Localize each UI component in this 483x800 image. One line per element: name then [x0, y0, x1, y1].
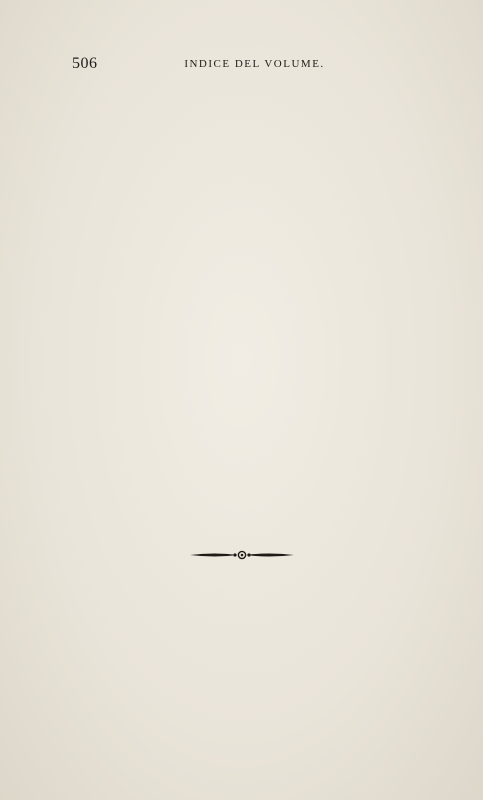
- decorative-rule-ornament-icon: [188, 547, 296, 563]
- page-number: 506: [72, 55, 98, 72]
- page-header: [72, 55, 437, 73]
- running-head: INDICE DEL VOLUME.: [184, 58, 325, 70]
